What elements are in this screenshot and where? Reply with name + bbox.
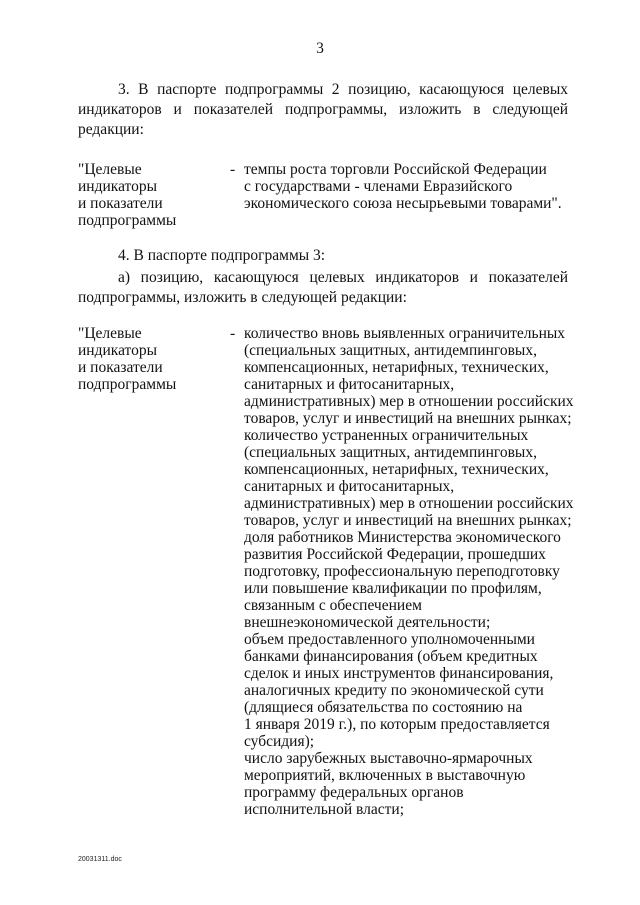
- document-filename: 20031311.doc: [78, 856, 122, 863]
- value-line: административных) мер в отношении российских: [244, 495, 574, 512]
- value-line: или повышение квалификации по профилям,: [244, 580, 542, 597]
- value-line: темпы роста торговли Российской Федерации: [244, 161, 547, 178]
- section-4-heading: [78, 246, 568, 266]
- value-line: (длящиеся обязательства по состоянию на: [244, 699, 523, 716]
- value-line: мероприятий, включенных в выставочную: [244, 767, 526, 784]
- value-line: санитарных и фитосанитарных,: [244, 478, 455, 495]
- value-line: доля работников Министерства экономического: [244, 529, 561, 546]
- value-line: аналогичных кредиту по экономической сути: [244, 682, 544, 699]
- value-line: исполнительной власти;: [244, 801, 404, 818]
- value-line: компенсационных, нетарифных, технических,: [244, 461, 549, 478]
- value-line: (специальных защитных, антидемпинговых,: [244, 342, 537, 359]
- paragraph-line: 4. В паспорте подпрограммы 3:: [118, 247, 326, 264]
- value-line: компенсационных, нетарифных, технических,: [244, 359, 549, 376]
- passport-position-block-2: [78, 325, 574, 825]
- label-line: и показатели: [78, 195, 163, 212]
- label-line: подпрограммы: [78, 376, 177, 393]
- value-line: (специальных защитных, антидемпинговых,: [244, 444, 537, 461]
- value-line: подготовку, профессиональную переподготовку: [244, 563, 560, 580]
- page-number: 3: [316, 40, 324, 57]
- value-line: сделок и иных инструментов финансирования,: [244, 665, 554, 682]
- passport-position-block-1: [78, 161, 568, 233]
- value-line: связанным с обеспечением: [244, 597, 422, 614]
- paragraph-line: 3. В паспорте подпрограммы 2 позицию, касающуюся целевых: [118, 81, 568, 98]
- value-line: развития Российской Федерации, прошедших: [244, 546, 546, 563]
- section-3-paragraph: [78, 80, 568, 140]
- section-4-subparagraph: [78, 268, 568, 308]
- value-line: число зарубежных выставочно-ярмарочных: [244, 750, 533, 767]
- value-line: административных) мер в отношении российских: [244, 393, 574, 410]
- position-value: [244, 161, 574, 212]
- position-label: [78, 325, 218, 393]
- value-line: экономического союза несырьевыми товарами".: [244, 195, 562, 212]
- value-line: программу федеральных органов: [244, 784, 464, 801]
- value-line: с государствами - членами Евразийского: [244, 178, 513, 195]
- value-line: внешнеэкономической деятельности;: [244, 614, 491, 631]
- value-line: товаров, услуг и инвестиций на внешних рынках;: [244, 410, 572, 427]
- position-dash: -: [230, 161, 236, 178]
- paragraph-line: индикаторов и показателей подпрограммы, изложить в следующей: [78, 101, 568, 118]
- label-line: и показатели: [78, 359, 163, 376]
- value-line: товаров, услуг и инвестиций на внешних рынках;: [244, 512, 572, 529]
- position-value: [244, 325, 574, 818]
- value-line: объем предоставленного уполномоченными: [244, 631, 535, 648]
- paragraph-line: подпрограммы, изложить в следующей редакции:: [78, 289, 407, 306]
- label-line: индикаторы: [78, 342, 158, 359]
- value-line: субсидия);: [244, 733, 315, 750]
- label-line: "Целевые: [78, 161, 142, 178]
- paragraph-line: а) позицию, касающуюся целевых индикаторов и показателей: [118, 269, 568, 286]
- value-line: банками финансирования (объем кредитных: [244, 648, 538, 665]
- value-line: количество устраненных ограничительных: [244, 427, 529, 444]
- value-line: количество вновь выявленных ограничительных: [244, 325, 566, 342]
- value-line: санитарных и фитосанитарных,: [244, 376, 455, 393]
- paragraph-line: редакции:: [78, 121, 144, 138]
- label-line: индикаторы: [78, 178, 158, 195]
- label-line: подпрограммы: [78, 212, 177, 229]
- label-line: "Целевые: [78, 325, 142, 342]
- position-dash: -: [230, 325, 236, 342]
- value-line: 1 января 2019 г.), по которым предоставляется: [244, 716, 550, 733]
- position-label: [78, 161, 218, 229]
